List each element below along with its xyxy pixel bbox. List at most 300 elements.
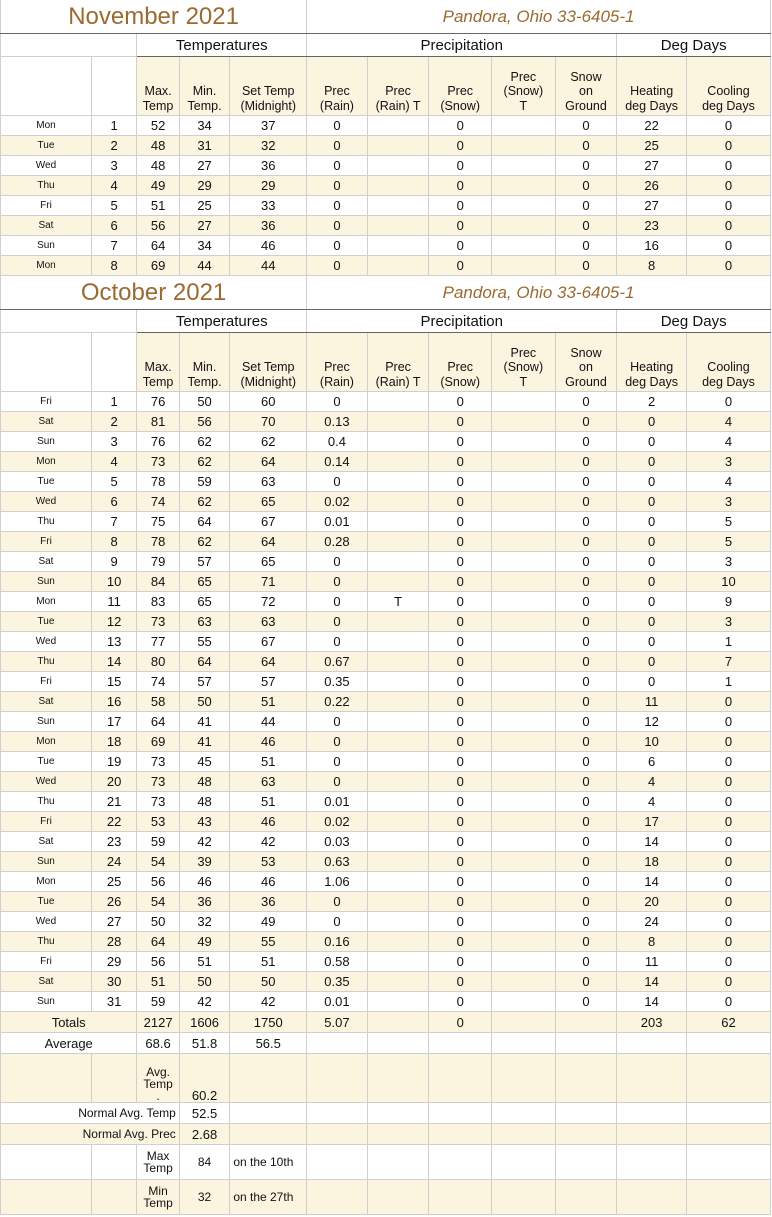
totals-label: Totals bbox=[1, 1012, 137, 1033]
blank-cell bbox=[307, 1145, 368, 1180]
october-body bbox=[1, 392, 771, 1012]
avg-temp-label-line: Avg. bbox=[146, 1065, 170, 1079]
blank-cell bbox=[307, 1033, 368, 1054]
max-temp: 79 bbox=[137, 552, 179, 572]
prec-snow: 0 bbox=[429, 872, 492, 892]
prec-rain-trace bbox=[367, 236, 429, 256]
header-line: (Rain) T bbox=[375, 98, 421, 113]
cooling-deg-days: 5 bbox=[686, 512, 770, 532]
prec-rain: 0 bbox=[307, 392, 368, 412]
blank-cell bbox=[367, 1012, 429, 1033]
col-header-prec-snow-t bbox=[492, 333, 556, 392]
heating-deg-days: 0 bbox=[617, 672, 687, 692]
max-temp: 78 bbox=[137, 532, 179, 552]
table-row bbox=[1, 452, 771, 472]
heating-deg-days: 0 bbox=[617, 592, 687, 612]
header-line: (Snow) bbox=[503, 360, 544, 375]
day-of-week: Wed bbox=[1, 632, 92, 652]
normal-avg-temp-value: 52.5 bbox=[179, 1103, 230, 1124]
day-of-week: Mon bbox=[1, 256, 92, 276]
col-header-prec-rain-t bbox=[367, 57, 429, 116]
prec-snow: 0 bbox=[429, 772, 492, 792]
day-number: 15 bbox=[91, 672, 136, 692]
average-label: Average bbox=[1, 1033, 137, 1054]
min-temp-label bbox=[137, 1180, 179, 1215]
snow-on-ground: 0 bbox=[555, 932, 617, 952]
heating-deg-days: 4 bbox=[617, 772, 687, 792]
prec-snow-trace bbox=[492, 652, 556, 672]
max-temp: 80 bbox=[137, 652, 179, 672]
set-temp: 36 bbox=[230, 216, 307, 236]
heating-deg-days: 12 bbox=[617, 712, 687, 732]
november-body bbox=[1, 116, 771, 276]
prec-snow: 0 bbox=[429, 992, 492, 1012]
prec-rain: 0 bbox=[307, 912, 368, 932]
min-temp: 39 bbox=[179, 852, 230, 872]
prec-rain: 0 bbox=[307, 632, 368, 652]
heating-deg-days: 11 bbox=[617, 952, 687, 972]
prec-rain: 0 bbox=[307, 116, 368, 136]
prec-rain-trace bbox=[367, 452, 429, 472]
max-temp: 81 bbox=[137, 412, 179, 432]
col-header-prec-rain bbox=[307, 57, 368, 116]
table-row bbox=[1, 652, 771, 672]
prec-snow-trace bbox=[492, 912, 556, 932]
header-line: Snow bbox=[570, 69, 602, 84]
total-cooling: 62 bbox=[686, 1012, 770, 1033]
blank-cell bbox=[429, 1145, 492, 1180]
day-of-week: Sun bbox=[1, 712, 92, 732]
heating-deg-days: 26 bbox=[617, 176, 687, 196]
total-min-temp: 1606 bbox=[179, 1012, 230, 1033]
set-temp: 63 bbox=[230, 612, 307, 632]
snow-on-ground: 0 bbox=[555, 832, 617, 852]
min-temp: 59 bbox=[179, 472, 230, 492]
table-row bbox=[1, 552, 771, 572]
day-number: 10 bbox=[91, 572, 136, 592]
blank-cell bbox=[367, 1054, 429, 1103]
set-temp: 42 bbox=[230, 832, 307, 852]
prec-snow: 0 bbox=[429, 592, 492, 612]
heating-deg-days: 14 bbox=[617, 872, 687, 892]
blank-cell bbox=[367, 1103, 429, 1124]
prec-snow-trace bbox=[492, 472, 556, 492]
max-temp: 64 bbox=[137, 236, 179, 256]
set-temp: 32 bbox=[230, 136, 307, 156]
snow-on-ground: 0 bbox=[555, 552, 617, 572]
prec-snow-trace bbox=[492, 552, 556, 572]
table-row bbox=[1, 932, 771, 952]
cooling-deg-days: 0 bbox=[686, 752, 770, 772]
min-temp: 27 bbox=[179, 156, 230, 176]
set-temp: 46 bbox=[230, 732, 307, 752]
heating-deg-days: 18 bbox=[617, 852, 687, 872]
header-line: (Snow) bbox=[440, 98, 480, 113]
avg-temp-label-line: . bbox=[156, 1089, 160, 1103]
day-of-week: Sun bbox=[1, 992, 92, 1012]
heating-deg-days: 0 bbox=[617, 452, 687, 472]
max-temp-label-line: Temp bbox=[143, 1161, 173, 1175]
prec-snow: 0 bbox=[429, 532, 492, 552]
prec-snow-trace bbox=[492, 712, 556, 732]
min-temp: 45 bbox=[179, 752, 230, 772]
day-of-week: Fri bbox=[1, 532, 92, 552]
day-of-week: Thu bbox=[1, 932, 92, 952]
header-line: Prec bbox=[385, 360, 411, 375]
prec-rain: 0.13 bbox=[307, 412, 368, 432]
heating-deg-days: 17 bbox=[617, 812, 687, 832]
snow-on-ground: 0 bbox=[555, 612, 617, 632]
snow-on-ground: 0 bbox=[555, 156, 617, 176]
cooling-deg-days: 4 bbox=[686, 432, 770, 452]
prec-rain: 0.01 bbox=[307, 992, 368, 1012]
col-header-heating bbox=[617, 333, 687, 392]
table-row bbox=[1, 612, 771, 632]
prec-rain-trace bbox=[367, 872, 429, 892]
max-temp: 76 bbox=[137, 392, 179, 412]
max-temp: 58 bbox=[137, 692, 179, 712]
prec-snow: 0 bbox=[429, 572, 492, 592]
blank-cell bbox=[555, 1124, 617, 1145]
max-temp-value: 84 bbox=[179, 1145, 230, 1180]
location-title: Pandora, Ohio 33-6405-1 bbox=[307, 276, 771, 310]
prec-rain: 0.14 bbox=[307, 452, 368, 472]
blank-cell bbox=[617, 1180, 687, 1215]
blank-cell bbox=[367, 1124, 429, 1145]
day-of-week: Tue bbox=[1, 472, 92, 492]
header-line: Min. bbox=[192, 84, 217, 99]
blank-cell bbox=[492, 1103, 556, 1124]
prec-snow: 0 bbox=[429, 256, 492, 276]
cooling-deg-days: 3 bbox=[686, 612, 770, 632]
snow-on-ground: 0 bbox=[555, 572, 617, 592]
blank-cell bbox=[686, 1033, 770, 1054]
table-row bbox=[1, 432, 771, 452]
prec-snow-trace bbox=[492, 492, 556, 512]
heating-deg-days: 22 bbox=[617, 116, 687, 136]
set-temp: 33 bbox=[230, 196, 307, 216]
max-temp: 56 bbox=[137, 872, 179, 892]
table-row bbox=[1, 732, 771, 752]
prec-rain-trace bbox=[367, 512, 429, 532]
heating-deg-days: 27 bbox=[617, 196, 687, 216]
max-temp: 74 bbox=[137, 672, 179, 692]
min-temp: 65 bbox=[179, 592, 230, 612]
october-summary bbox=[1, 1012, 771, 1215]
day-number: 7 bbox=[91, 236, 136, 256]
snow-on-ground: 0 bbox=[555, 792, 617, 812]
day-number: 4 bbox=[91, 452, 136, 472]
day-number: 28 bbox=[91, 932, 136, 952]
header-line: Cooling bbox=[707, 84, 750, 99]
max-temp-note: on the 10th bbox=[230, 1145, 307, 1180]
col-header-min-temp bbox=[179, 57, 230, 116]
snow-on-ground: 0 bbox=[555, 432, 617, 452]
blank-cell bbox=[1, 310, 137, 333]
blank-cell bbox=[686, 1145, 770, 1180]
cooling-deg-days: 0 bbox=[686, 196, 770, 216]
heating-deg-days: 0 bbox=[617, 492, 687, 512]
snow-on-ground: 0 bbox=[555, 392, 617, 412]
day-number: 19 bbox=[91, 752, 136, 772]
prec-snow-trace bbox=[492, 196, 556, 216]
max-temp: 49 bbox=[137, 176, 179, 196]
cooling-deg-days: 7 bbox=[686, 652, 770, 672]
prec-snow-trace bbox=[492, 792, 556, 812]
prec-rain: 0 bbox=[307, 176, 368, 196]
prec-rain: 0.35 bbox=[307, 972, 368, 992]
header-line: (Snow) bbox=[503, 84, 544, 99]
day-number: 17 bbox=[91, 712, 136, 732]
prec-snow-trace bbox=[492, 832, 556, 852]
prec-snow-trace bbox=[492, 572, 556, 592]
day-of-week: Sun bbox=[1, 572, 92, 592]
heating-deg-days: 16 bbox=[617, 236, 687, 256]
min-temp: 62 bbox=[179, 492, 230, 512]
header-line: Prec bbox=[447, 360, 474, 375]
min-temp: 55 bbox=[179, 632, 230, 652]
set-temp: 29 bbox=[230, 176, 307, 196]
header-line: Set Temp bbox=[241, 360, 295, 375]
prec-rain-trace bbox=[367, 832, 429, 852]
min-temp: 43 bbox=[179, 812, 230, 832]
header-line: Ground bbox=[565, 98, 607, 113]
day-of-week: Thu bbox=[1, 176, 92, 196]
prec-snow: 0 bbox=[429, 432, 492, 452]
snow-on-ground: 0 bbox=[555, 412, 617, 432]
day-number: 1 bbox=[91, 392, 136, 412]
prec-snow-trace bbox=[492, 732, 556, 752]
day-number: 2 bbox=[91, 136, 136, 156]
heating-deg-days: 2 bbox=[617, 392, 687, 412]
max-temp: 54 bbox=[137, 852, 179, 872]
snow-on-ground: 0 bbox=[555, 176, 617, 196]
blank-cell bbox=[307, 1124, 368, 1145]
heating-deg-days: 0 bbox=[617, 652, 687, 672]
prec-rain-trace bbox=[367, 156, 429, 176]
prec-rain: 0 bbox=[307, 196, 368, 216]
table-row bbox=[1, 512, 771, 532]
min-temp: 42 bbox=[179, 832, 230, 852]
day-number: 20 bbox=[91, 772, 136, 792]
prec-snow-trace bbox=[492, 432, 556, 452]
min-temp: 42 bbox=[179, 992, 230, 1012]
heating-deg-days: 0 bbox=[617, 572, 687, 592]
day-of-week: Sat bbox=[1, 412, 92, 432]
cooling-deg-days: 0 bbox=[686, 872, 770, 892]
prec-snow-trace bbox=[492, 812, 556, 832]
table-row bbox=[1, 632, 771, 652]
prec-snow: 0 bbox=[429, 972, 492, 992]
day-number: 29 bbox=[91, 952, 136, 972]
min-temp-label-line: Temp bbox=[143, 1196, 173, 1210]
heating-deg-days: 23 bbox=[617, 216, 687, 236]
blank-cell bbox=[367, 1033, 429, 1054]
prec-rain-trace bbox=[367, 772, 429, 792]
blank-cell bbox=[1, 333, 92, 392]
header-line: Set Temp bbox=[241, 84, 295, 99]
heating-deg-days: 0 bbox=[617, 632, 687, 652]
snow-on-ground: 0 bbox=[555, 872, 617, 892]
blank-cell bbox=[230, 1103, 307, 1124]
max-temp: 83 bbox=[137, 592, 179, 612]
month-title: October 2021 bbox=[1, 276, 307, 310]
blank-cell bbox=[429, 1103, 492, 1124]
prec-snow: 0 bbox=[429, 892, 492, 912]
snow-on-ground: 0 bbox=[555, 692, 617, 712]
prec-rain: 0 bbox=[307, 592, 368, 612]
prec-rain: 0 bbox=[307, 552, 368, 572]
prec-snow-trace bbox=[492, 612, 556, 632]
min-temp: 29 bbox=[179, 176, 230, 196]
day-of-week: Sat bbox=[1, 216, 92, 236]
average-min-temp: 51.8 bbox=[179, 1033, 230, 1054]
prec-snow-trace bbox=[492, 256, 556, 276]
prec-snow-trace bbox=[492, 156, 556, 176]
min-temp: 48 bbox=[179, 792, 230, 812]
prec-rain: 0.03 bbox=[307, 832, 368, 852]
table-row bbox=[1, 832, 771, 852]
prec-snow: 0 bbox=[429, 832, 492, 852]
col-header-max-temp bbox=[137, 57, 179, 116]
table-row bbox=[1, 156, 771, 176]
prec-rain: 0 bbox=[307, 612, 368, 632]
blank-cell bbox=[1, 1145, 92, 1180]
prec-snow-trace bbox=[492, 672, 556, 692]
table-row bbox=[1, 872, 771, 892]
table-row bbox=[1, 392, 771, 412]
heating-deg-days: 20 bbox=[617, 892, 687, 912]
heating-deg-days: 0 bbox=[617, 432, 687, 452]
header-line: deg Days bbox=[702, 98, 755, 113]
snow-on-ground: 0 bbox=[555, 452, 617, 472]
max-temp: 74 bbox=[137, 492, 179, 512]
header-line: on bbox=[579, 360, 593, 375]
blank-cell bbox=[555, 1145, 617, 1180]
table-row bbox=[1, 592, 771, 612]
cooling-deg-days: 0 bbox=[686, 712, 770, 732]
blank-cell bbox=[617, 1145, 687, 1180]
table-row bbox=[1, 992, 771, 1012]
blank-cell bbox=[492, 1145, 556, 1180]
prec-snow-trace bbox=[492, 452, 556, 472]
blank-cell bbox=[555, 1180, 617, 1215]
cooling-deg-days: 0 bbox=[686, 116, 770, 136]
set-temp: 37 bbox=[230, 116, 307, 136]
prec-rain: 0 bbox=[307, 892, 368, 912]
prec-rain-trace bbox=[367, 712, 429, 732]
table-row bbox=[1, 412, 771, 432]
group-precipitation: Precipitation bbox=[307, 34, 617, 57]
header-line: (Rain) bbox=[319, 374, 354, 389]
day-number: 11 bbox=[91, 592, 136, 612]
table-row bbox=[1, 672, 771, 692]
day-number: 2 bbox=[91, 412, 136, 432]
heating-deg-days: 27 bbox=[617, 156, 687, 176]
table-row bbox=[1, 692, 771, 712]
col-header-set-temp bbox=[230, 333, 307, 392]
set-temp: 36 bbox=[230, 156, 307, 176]
cooling-deg-days: 1 bbox=[686, 632, 770, 652]
blank-cell bbox=[492, 1124, 556, 1145]
set-temp: 64 bbox=[230, 652, 307, 672]
prec-snow-trace bbox=[492, 176, 556, 196]
cooling-deg-days: 1 bbox=[686, 672, 770, 692]
blank-cell bbox=[617, 1033, 687, 1054]
day-of-week: Tue bbox=[1, 136, 92, 156]
heating-deg-days: 10 bbox=[617, 732, 687, 752]
prec-snow: 0 bbox=[429, 136, 492, 156]
header-line: (Snow) bbox=[440, 374, 480, 389]
avg-temp-label-line: Temp bbox=[143, 1077, 173, 1091]
cooling-deg-days: 0 bbox=[686, 852, 770, 872]
prec-rain: 0 bbox=[307, 752, 368, 772]
prec-snow: 0 bbox=[429, 236, 492, 256]
day-of-week: Fri bbox=[1, 672, 92, 692]
table-row bbox=[1, 792, 771, 812]
max-temp: 51 bbox=[137, 196, 179, 216]
header-line: Prec bbox=[324, 84, 350, 99]
min-temp: 65 bbox=[179, 572, 230, 592]
prec-rain-trace: T bbox=[367, 592, 429, 612]
min-temp: 50 bbox=[179, 392, 230, 412]
prec-snow: 0 bbox=[429, 752, 492, 772]
cooling-deg-days: 0 bbox=[686, 932, 770, 952]
max-temp: 59 bbox=[137, 992, 179, 1012]
day-of-week: Sun bbox=[1, 236, 92, 256]
max-temp: 52 bbox=[137, 116, 179, 136]
min-temp: 41 bbox=[179, 732, 230, 752]
blank-cell bbox=[555, 1012, 617, 1033]
heating-deg-days: 0 bbox=[617, 412, 687, 432]
blank-cell bbox=[686, 1054, 770, 1103]
table-row bbox=[1, 196, 771, 216]
heating-deg-days: 14 bbox=[617, 972, 687, 992]
day-number: 12 bbox=[91, 612, 136, 632]
table-row bbox=[1, 216, 771, 236]
cooling-deg-days: 10 bbox=[686, 572, 770, 592]
set-temp: 51 bbox=[230, 752, 307, 772]
day-number: 22 bbox=[91, 812, 136, 832]
day-number: 13 bbox=[91, 632, 136, 652]
prec-rain-trace bbox=[367, 176, 429, 196]
table-row bbox=[1, 176, 771, 196]
average-max-temp: 68.6 bbox=[137, 1033, 179, 1054]
total-heating: 203 bbox=[617, 1012, 687, 1033]
header-line: Prec bbox=[510, 345, 537, 360]
table-row bbox=[1, 972, 771, 992]
snow-on-ground: 0 bbox=[555, 196, 617, 216]
max-temp: 53 bbox=[137, 812, 179, 832]
table-row bbox=[1, 912, 771, 932]
min-temp: 27 bbox=[179, 216, 230, 236]
prec-rain: 0.35 bbox=[307, 672, 368, 692]
max-temp: 73 bbox=[137, 772, 179, 792]
prec-snow-trace bbox=[492, 972, 556, 992]
day-of-week: Thu bbox=[1, 792, 92, 812]
prec-snow: 0 bbox=[429, 692, 492, 712]
snow-on-ground: 0 bbox=[555, 812, 617, 832]
set-temp: 65 bbox=[230, 492, 307, 512]
day-of-week: Mon bbox=[1, 116, 92, 136]
snow-on-ground: 0 bbox=[555, 592, 617, 612]
cooling-deg-days: 0 bbox=[686, 136, 770, 156]
day-number: 31 bbox=[91, 992, 136, 1012]
prec-rain-trace bbox=[367, 852, 429, 872]
min-temp: 49 bbox=[179, 932, 230, 952]
prec-snow: 0 bbox=[429, 116, 492, 136]
prec-snow: 0 bbox=[429, 952, 492, 972]
